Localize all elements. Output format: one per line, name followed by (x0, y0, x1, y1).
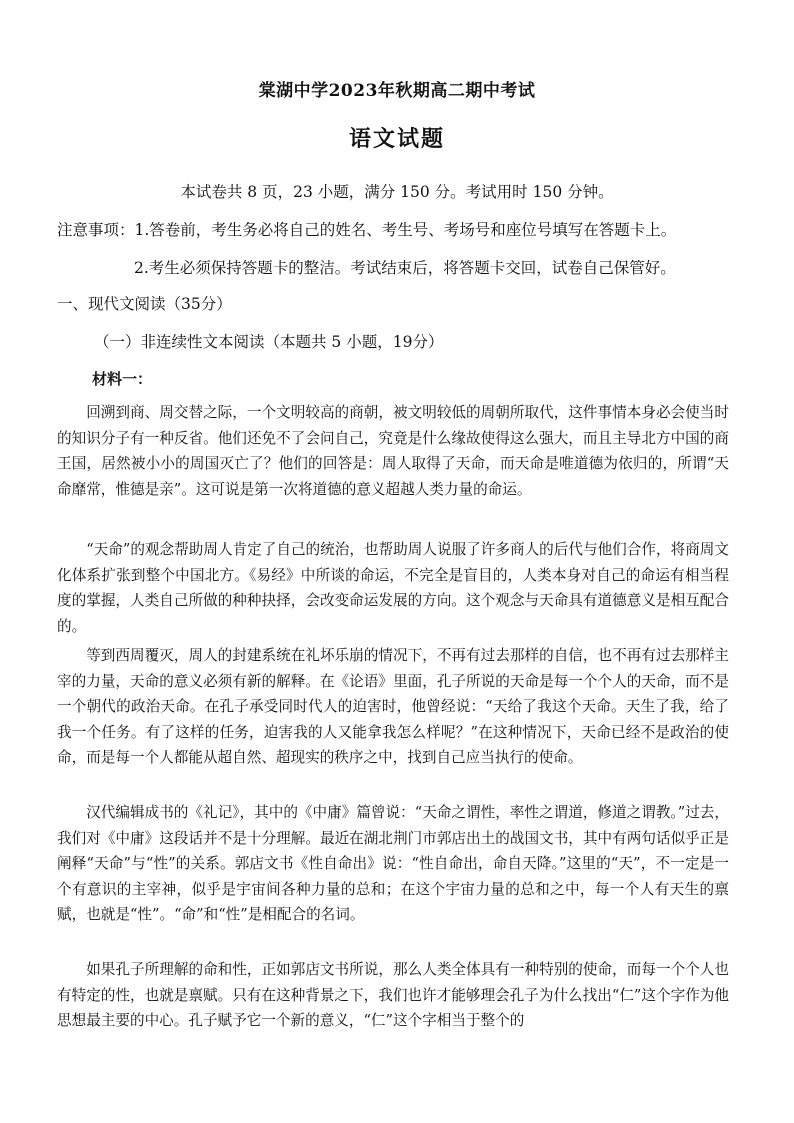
paragraph-1: 回溯到商、周交替之际，一个文明较高的商朝，被文明较低的周朝所取代，这件事情本身必会使当时的知识分子有一种反省。他们还免不了会问自己，究竟是什么缘故使得这么强大，而且主导北方中国的商王国，居然被小小的周国灭亡了？他们的回答是：周人取得了天命，而天命是唯道德为依归的，所谓“天命靡常，惟德是亲”。这可说是第一次将道德的意义超越人类力量的命运。 (57, 404, 729, 498)
sub-heading: （一）非连续性文本阅读（本题共 5 小题，19分） (94, 333, 444, 351)
paragraph-3: 等到西周覆灭，周人的封建系统在礼坏乐崩的情况下，不再有过去那样的自信，也不再有过去那样主宰的力量，天命的意义必须有新的解释。在《论语》里面，孔子所说的天命是每一个个人的天命，而不是一个朝代的政治天命。在孔子承受同时代人的迫害时，他曾经说：“天给了我这个天命。天生了我，给了我一个任务。有了这样的任务，迫害我的人又能拿我怎么样呢？”在这种情况下，天命已经不是政治的使命，而是每一个人都能从超自然、超现实的秩序之中，找到自己应当执行的使命。 (57, 647, 729, 766)
exam-title: 棠湖中学2023年秋期高二期中考试 (258, 81, 536, 101)
exam-info: 本试卷共 8 页，23 小题，满分 150 分。考试用时 150 分钟。 (180, 183, 614, 201)
section-heading: 一、现代文阅读（35分） (57, 295, 232, 313)
paragraph-5: 如果孔子所理解的命和性，正如郭店文书所说，那么人类全体具有一种特别的使命，而每一个个人也有特定的性，也就是禀赋。只有在这种背景之下，我们也许才能够理会孔子为什么找出“仁”这个字作为他思想最主要的中心。孔子赋予它一个新的意义，“仁”这个字相当于整个的 (57, 961, 729, 1029)
subject-title: 语文试题 (348, 126, 445, 152)
paragraph-4: 汉代编辑成书的《礼记》，其中的《中庸》篇曾说：“天命之谓性，率性之谓道，修道之谓教。”过去，我们对《中庸》这段话并不是十分理解。最近在湖北荆门市郭店出土的战国文书，其中有两句话似乎正是阐释“天命”与“性”的关系。郭店文书《性自命出》说：“性自命出，命自天降。”这里的“天”，不一定是一个有意识的主宰神，似乎是宇宙间各种力量的总和；在这个宇宙力量的总和之中，每一个人有天生的禀赋，也就是“性”。“命”和“性”是相配合的名词。 (57, 804, 729, 923)
material-label: 材料一： (92, 370, 153, 388)
paragraph-2: “天命”的观念帮助周人肯定了自己的统治，也帮助周人说服了许多商人的后代与他们合作，将商周文化体系扩张到整个中国北方。《易经》中所谈的命运，不完全是盲目的，人类本身对自己的命运有相当程度的掌握，人类自己所做的种种抉择，会改变命运发展的方向。这个观念与天命具有道德意义是相互配合的。 (57, 541, 729, 635)
notice-item-1: 注意事项：1.答卷前，考生务必将自己的姓名、考生号、考场号和座位号填写在答题卡上。 (57, 221, 677, 239)
notice-item-2: 2.考生必须保持答题卡的整洁。考试结束后，将答题卡交回，试卷自己保管好。 (134, 259, 676, 277)
